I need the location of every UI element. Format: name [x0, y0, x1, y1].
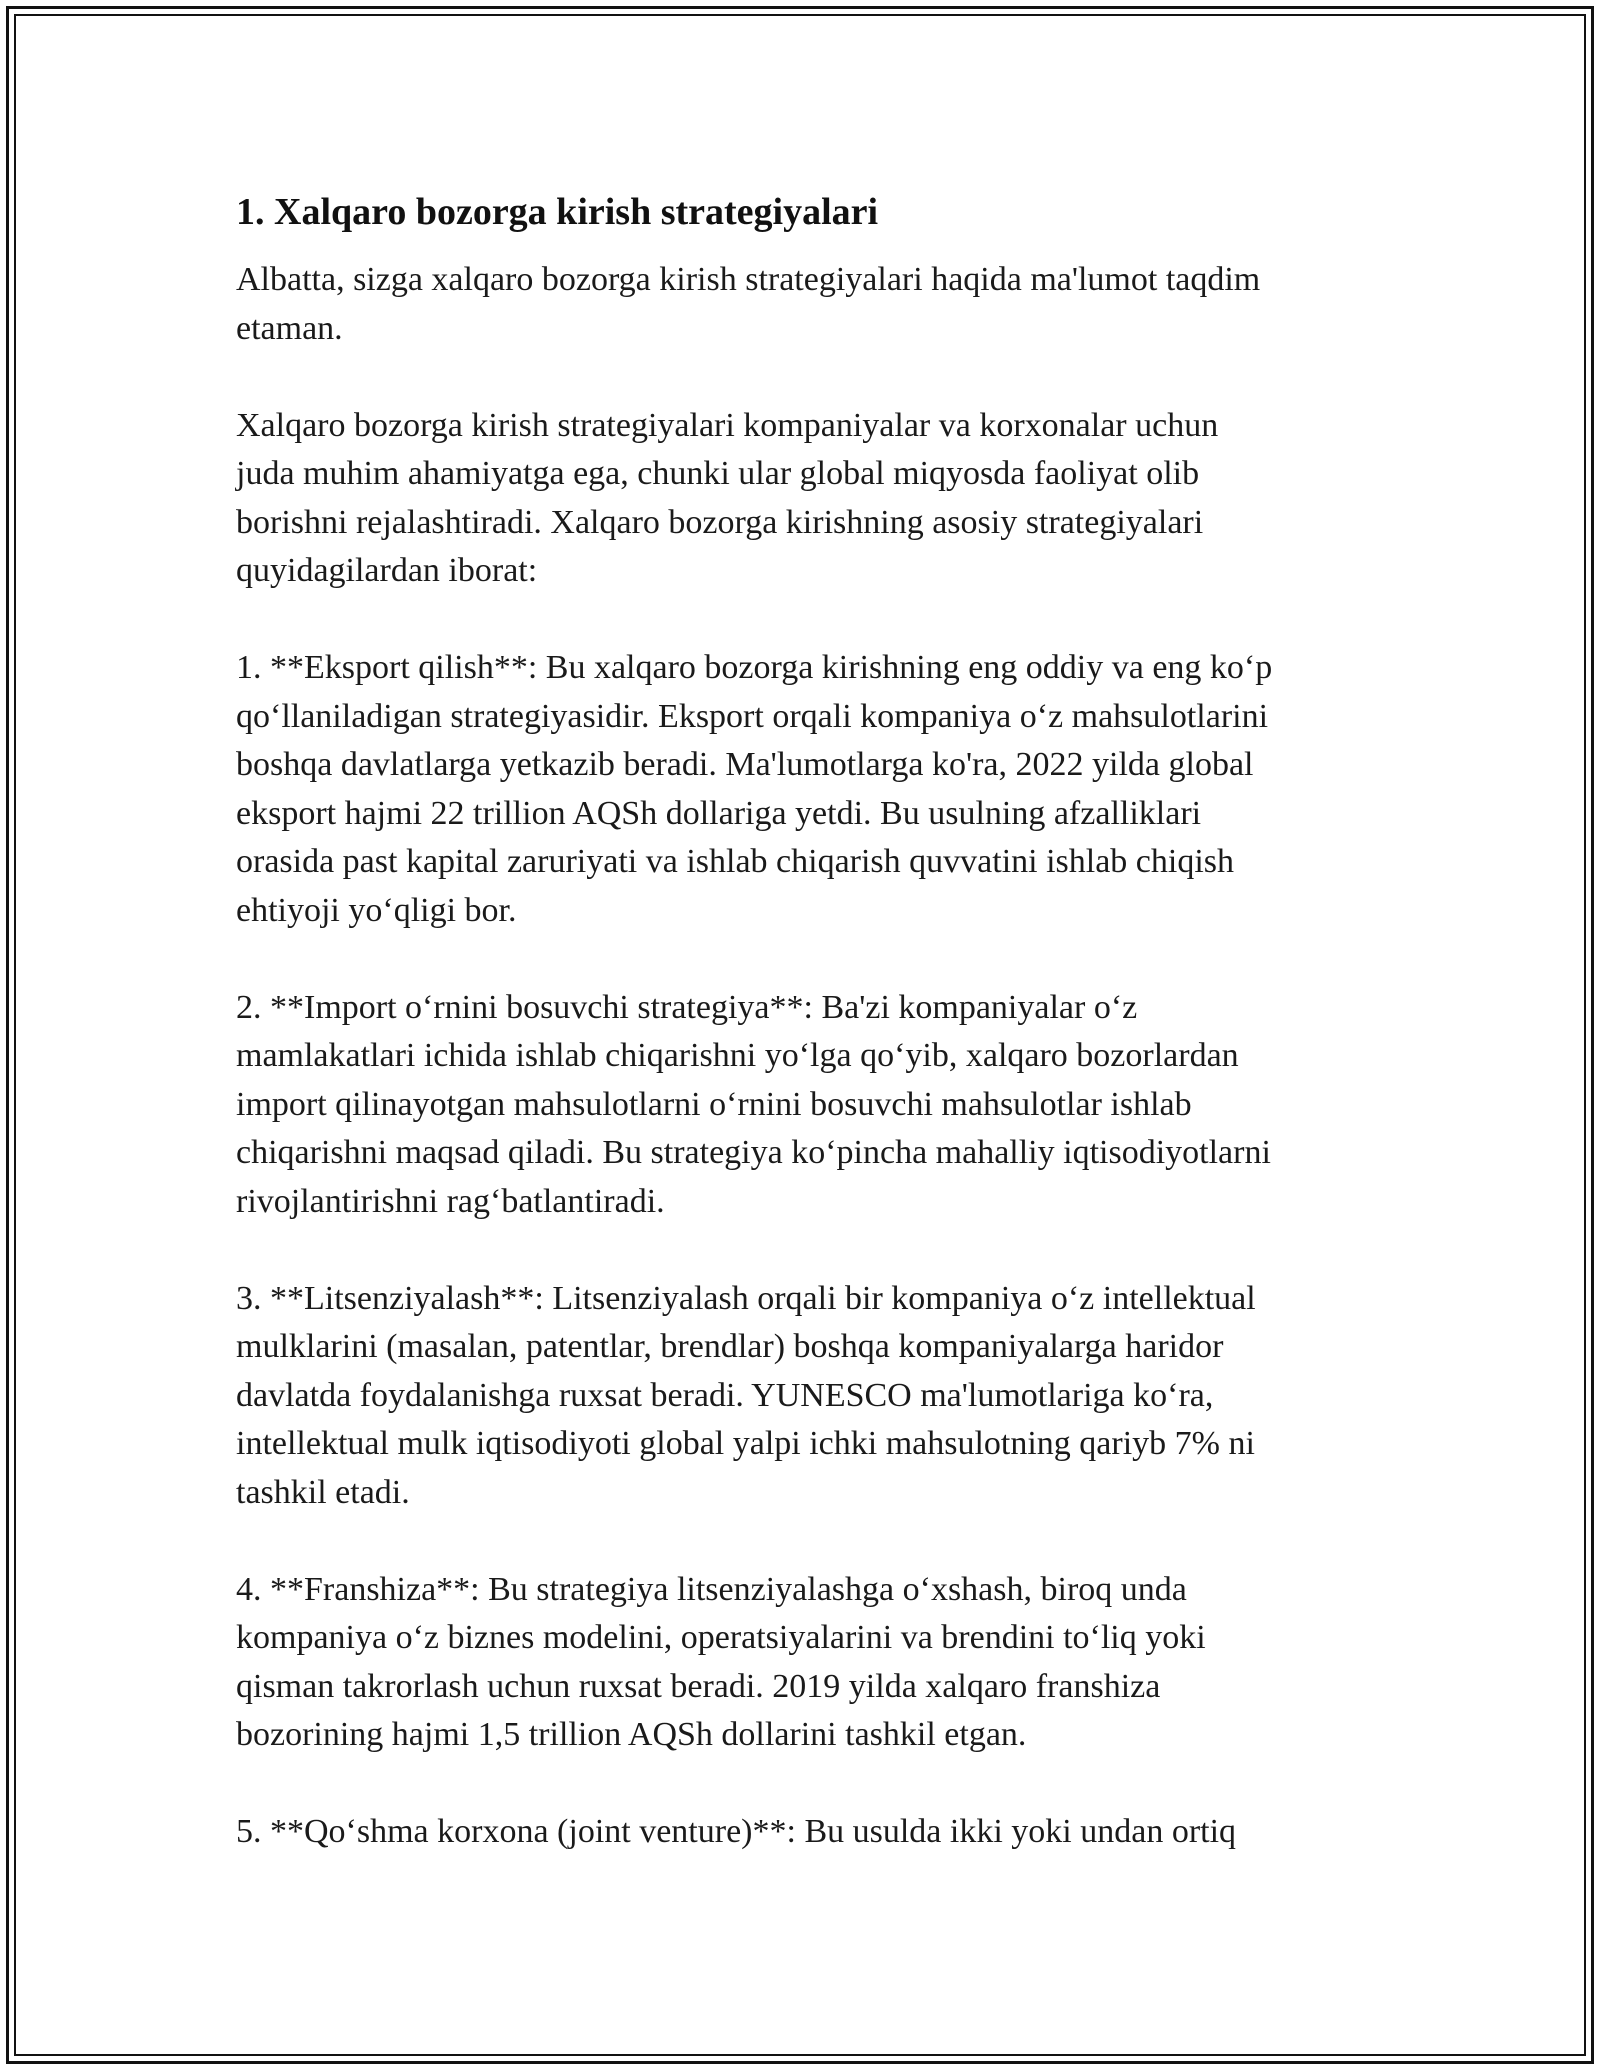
paragraph-licensing: [236, 1275, 1366, 1518]
paragraph-import-substitution: [236, 984, 1366, 1227]
paragraph-joint-venture: [236, 1808, 1366, 1857]
text-line: rivojlantirishni rag‘batlantiradi.: [236, 1182, 665, 1220]
text-line: 5. **Qo‘shma korxona (joint venture)**: Bu usulda ikki yoki undan ortiq: [236, 1813, 1237, 1850]
text-line: mamlakatlari ichida ishlab chiqarishni yo‘lga qo‘yib, xalqaro bozorlardan: [236, 1037, 1239, 1074]
paragraph-overview: [236, 402, 1366, 596]
text-line: import qilinayotgan mahsulotlarni o‘rnini bosuvchi mahsulotlar ishlab: [236, 1085, 1192, 1123]
text-line: davlatda foydalanishga ruxsat beradi. YUNESCO ma'lumotlariga ko‘ra,: [236, 1376, 1214, 1414]
text-line: 4. **Franshiza**: Bu strategiya litsenziyalashga o‘xshash, biroq unda: [236, 1570, 1187, 1608]
text-line: kompaniya o‘z biznes modelini, operatsiyalarini va brendini to‘liq yoki: [236, 1619, 1206, 1656]
text-line: Xalqaro bozorga kirish strategiyalari kompaniyalar va korxonalar uchun: [236, 406, 1219, 444]
text-line: eksport hajmi 22 trillion AQSh dollariga yetdi. Bu usulning afzalliklari: [236, 794, 1202, 832]
paragraph-intro: [236, 256, 1366, 353]
text-line: intellektual mulk iqtisodiyoti global yalpi ichki mahsulotning qariyb 7% ni: [236, 1425, 1255, 1462]
text-line: etaman.: [236, 309, 343, 347]
text-line: quyidagilardan iborat:: [236, 552, 538, 589]
text-line: 1. **Eksport qilish**: Bu xalqaro bozorga kirishning eng oddiy va eng ko‘p: [236, 649, 1273, 686]
text-line: borishni rejalashtiradi. Xalqaro bozorga kirishning asosiy strategiyalari: [236, 503, 1204, 541]
text-line: 3. **Litsenziyalash**: Litsenziyalash orqali bir kompaniya o‘z intellektual: [236, 1279, 1256, 1317]
text-line: Albatta, sizga xalqaro bozorga kirish strategiyalari haqida ma'lumot taqdim: [236, 261, 1261, 298]
text-line: ehtiyoji yo‘qligi bor.: [236, 891, 517, 929]
text-line: juda muhim ahamiyatga ega, chunki ular global miqyosda faoliyat olib: [236, 455, 1200, 492]
text-line: qo‘llaniladigan strategiyasidir. Eksport orqali kompaniya o‘z mahsulotlarini: [236, 697, 1269, 735]
document-body: [236, 188, 1366, 1905]
text-line: mulklarini (masalan, patentlar, brendlar) boshqa kompaniyalarga haridor: [236, 1328, 1224, 1365]
document-heading: 1. Xalqaro bozorga kirish strategiyalari: [236, 191, 879, 233]
text-line: orasida past kapital zaruriyati va ishlab chiqarish quvvatini ishlab chiqish: [236, 843, 1235, 880]
text-line: chiqarishni maqsad qiladi. Bu strategiya ko‘pincha mahalliy iqtisodiyotlarni: [236, 1134, 1271, 1171]
paragraph-export: [236, 644, 1366, 935]
text-line: bozorining hajmi 1,5 trillion AQSh dollarini tashkil etgan.: [236, 1716, 1027, 1753]
paragraph-franchise: [236, 1566, 1366, 1760]
text-line: 2. **Import o‘rnini bosuvchi strategiya**: Ba'zi kompaniyalar o‘z: [236, 988, 1138, 1026]
text-line: qisman takrorlash uchun ruxsat beradi. 2019 yilda xalqaro franshiza: [236, 1667, 1161, 1705]
text-line: boshqa davlatlarga yetkazib beradi. Ma'lumotlarga ko'ra, 2022 yilda global: [236, 746, 1254, 783]
text-line: tashkil etadi.: [236, 1473, 410, 1511]
